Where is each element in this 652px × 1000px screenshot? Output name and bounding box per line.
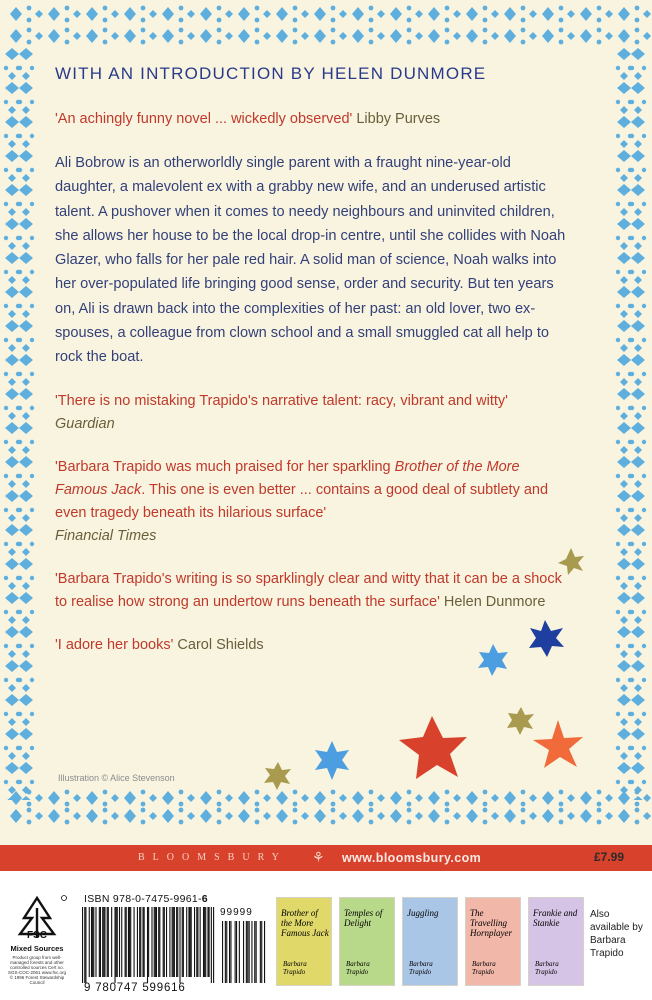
quote-text-start: 'Barbara Trapido was much praised for her sparkling bbox=[55, 458, 395, 475]
quote-helen-dunmore bbox=[55, 568, 575, 614]
quote-text-end: . This one is even better ... contains a good deal of subtlety and even tragedy beneath its hilarious surface' bbox=[55, 481, 549, 521]
star-red-large bbox=[399, 716, 467, 779]
quote-guardian bbox=[55, 390, 575, 436]
quote-text: 'There is no mistaking Trapido's narrative talent: racy, vibrant and witty' bbox=[55, 392, 508, 409]
publisher-logo-icon: ⚘ bbox=[312, 849, 325, 865]
mini-book-author: Barbara Trapido bbox=[283, 960, 307, 976]
price: £7.99 bbox=[594, 850, 625, 864]
quote-source: Guardian bbox=[55, 415, 115, 432]
quote-book-title: Brother of the More Famous Jack bbox=[55, 458, 520, 498]
mini-book-title: Brother of the More Famous Jack bbox=[281, 908, 329, 938]
star-olive-2 bbox=[507, 707, 534, 735]
quote-financial-times bbox=[55, 456, 575, 548]
publisher-website: www.bloomsbury.com bbox=[342, 851, 482, 865]
quote-author: Libby Purves bbox=[356, 111, 441, 127]
fsc-sub: Mixed Sources bbox=[10, 944, 64, 953]
also-available-label: Also available by Barbara Trapido bbox=[590, 909, 643, 959]
isbn-text bbox=[84, 893, 208, 905]
mini-book-author: Barbara Trapido bbox=[409, 960, 433, 976]
barcode-number: 9 780747 599616 bbox=[84, 982, 186, 994]
mini-book-cover bbox=[276, 897, 332, 986]
quote-carol-shields bbox=[55, 634, 575, 657]
back-cover-text bbox=[55, 64, 575, 657]
isbn-prefix: ISBN 978-0-7475-9961- bbox=[84, 893, 202, 905]
mini-book-cover bbox=[465, 897, 521, 986]
quote-text: 'An achingly funny novel ... wickedly observed' bbox=[55, 111, 353, 127]
star-olive-3 bbox=[264, 762, 291, 790]
quote-author: Helen Dunmore bbox=[443, 593, 546, 610]
mini-book-title: Juggling bbox=[407, 908, 439, 918]
publisher-name: BLOOMSBURY bbox=[138, 852, 287, 863]
introduction-line: WITH AN INTRODUCTION BY HELEN DUNMORE bbox=[55, 64, 487, 83]
mini-book-title: Temples of Delight bbox=[344, 908, 383, 928]
mini-book-title: Frankie and Stankie bbox=[533, 908, 578, 928]
synopsis: Ali Bobrow is an otherworldly single parent with a fraught nine-year-old daughter, a malevolent ex with a grabby new wife, and an underused artistic talent. A pushover when it comes to needy neighbours and uninvited children, she allows her house to be the local drop-in centre, until she collides with Noah Glazer, who falls for her pale red hair. A solid man of science, Noah walks into her over-populated life bringing good sense, order and security. But ten years on, Ali is drawn back into the complexities of her past: an old lover, two ex-spouses, a colleague from clown school and a small smuggled cat all help to rock the boat. bbox=[55, 155, 566, 366]
mini-book-cover bbox=[528, 897, 584, 986]
fsc-small-print: Product group from well-managed forests and other controlled sources Cert no. SGS-COC-2061 www.fsc.org © 1996 Forest Stewardship Council bbox=[7, 955, 67, 985]
barcode-addon-number: 99999 bbox=[220, 907, 253, 918]
isbn-check-digit: 6 bbox=[201, 893, 208, 905]
mini-book-author: Barbara Trapido bbox=[472, 960, 496, 976]
fsc-label: FSC bbox=[27, 930, 47, 941]
quote-author: Carol Shields bbox=[177, 636, 264, 653]
mini-book-title: The Travelling Hornplayer bbox=[470, 908, 512, 938]
quote-text: 'Barbara Trapido's writing is so sparklingly clear and witty that it can be a shock to realise how strong an undertow runs beneath the surface' bbox=[55, 570, 562, 610]
mini-book-cover bbox=[402, 897, 458, 986]
mini-book-author: Barbara Trapido bbox=[535, 960, 559, 976]
illustration-credit: Illustration © Alice Stevenson bbox=[58, 773, 175, 783]
publisher-bar bbox=[0, 845, 652, 871]
star-blue-2 bbox=[315, 741, 349, 780]
quote-libby-purves bbox=[55, 108, 575, 131]
star-orange bbox=[533, 720, 583, 768]
quote-text: 'I adore her books' bbox=[55, 636, 174, 653]
mini-book-cover bbox=[339, 897, 395, 986]
quote-source: Financial Times bbox=[55, 527, 157, 544]
mini-book-author: Barbara Trapido bbox=[346, 960, 370, 976]
barcode bbox=[82, 907, 268, 983]
